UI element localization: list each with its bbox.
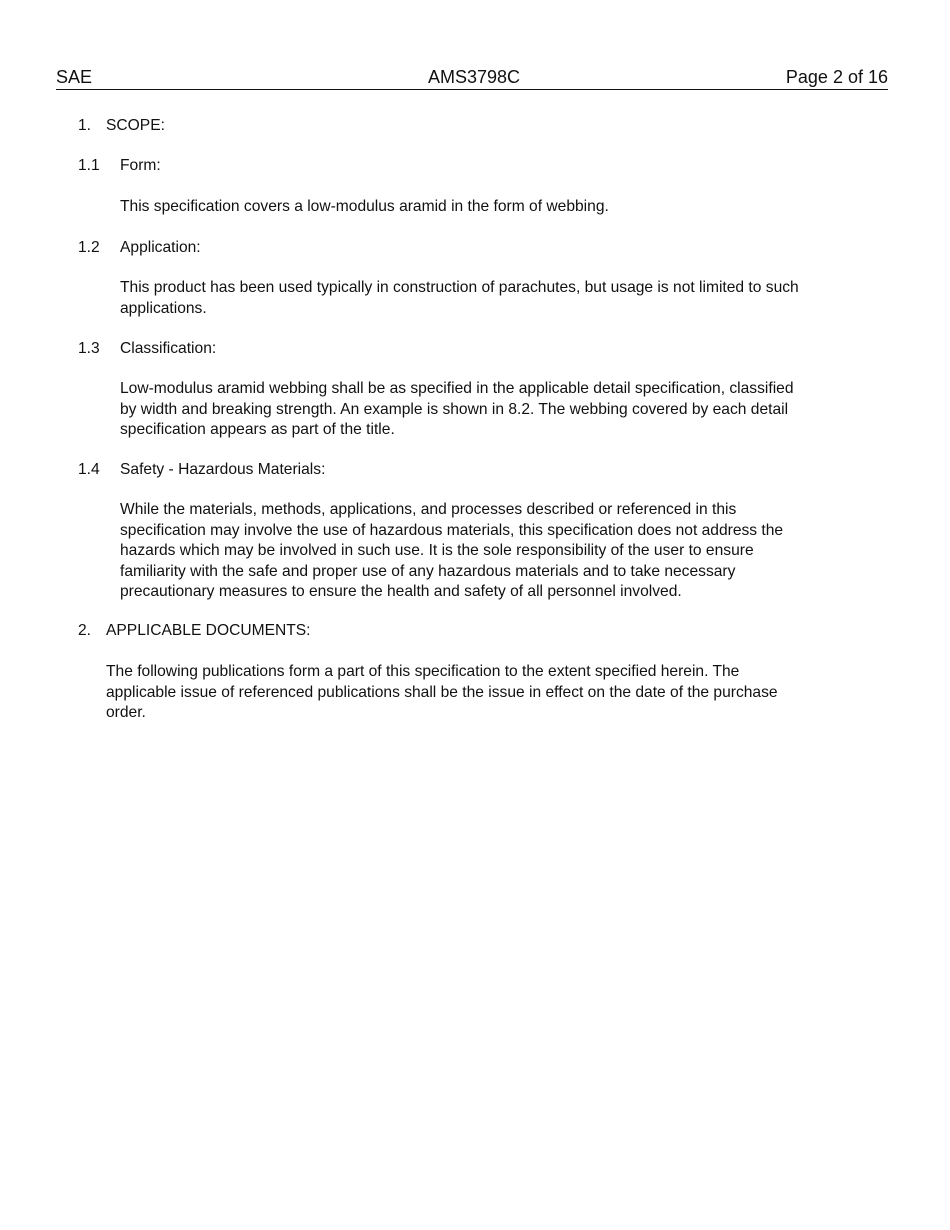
section-title: Form: <box>120 157 161 174</box>
header-page-number: Page 2 of 16 <box>785 67 888 87</box>
section-title: APPLICABLE DOCUMENTS: <box>106 622 311 639</box>
paragraph-line: Low-modulus aramid webbing shall be as specified in the applicable detail specification, classified <box>120 380 794 397</box>
section-number: 1.4 <box>78 461 100 478</box>
section-1-4-paragraph <box>120 500 872 603</box>
section-title: Application: <box>120 239 201 256</box>
paragraph-line: The following publications form a part of this specification to the extent specified herein. The <box>106 663 740 680</box>
header-document-number: AMS3798C <box>428 67 521 87</box>
section-number: 2. <box>78 622 92 639</box>
section-1-2-paragraph <box>120 278 872 319</box>
paragraph-line: applicable issue of referenced publications shall be the issue in effect on the date of the purchase <box>106 683 778 701</box>
section-number: 1.1 <box>78 157 100 174</box>
page-header <box>56 66 888 90</box>
section-1-3-paragraph <box>120 379 872 441</box>
paragraph-line: specification may involve the use of hazardous materials, this specification does not address the <box>120 521 784 539</box>
header-organization: SAE <box>56 67 93 87</box>
section-title: Safety - Hazardous Materials: <box>120 461 326 478</box>
paragraph-line: by width and breaking strength. An example is shown in 8.2. The webbing covered by each detail <box>120 400 789 418</box>
paragraph-line: order. <box>106 704 146 721</box>
paragraph-line: precautionary measures to ensure the health and safety of all personnel involved. <box>120 583 682 600</box>
paragraph-line: This specification covers a low-modulus aramid in the form of webbing. <box>120 198 609 215</box>
section-2-paragraph <box>106 662 854 724</box>
paragraph-line: hazards which may be involved in such use. It is the sole responsibility of the user to ensure <box>120 542 754 559</box>
paragraph-line: applications. <box>120 299 207 317</box>
paragraph-line: specification appears as part of the title. <box>120 421 395 438</box>
section-1-1-paragraph <box>120 197 872 218</box>
section-number: 1.2 <box>78 239 100 256</box>
section-number: 1.3 <box>78 340 100 357</box>
paragraph-line: familiarity with the safe and proper use of any hazardous materials and to take necessary <box>120 562 736 580</box>
section-title: Classification: <box>120 340 217 357</box>
paragraph-line: This product has been used typically in construction of parachutes, but usage is not limited to such <box>120 279 799 296</box>
paragraph-line: While the materials, methods, applications, and processes described or referenced in this <box>120 501 737 518</box>
section-number: 1. <box>78 117 92 134</box>
section-title: SCOPE: <box>106 117 165 134</box>
